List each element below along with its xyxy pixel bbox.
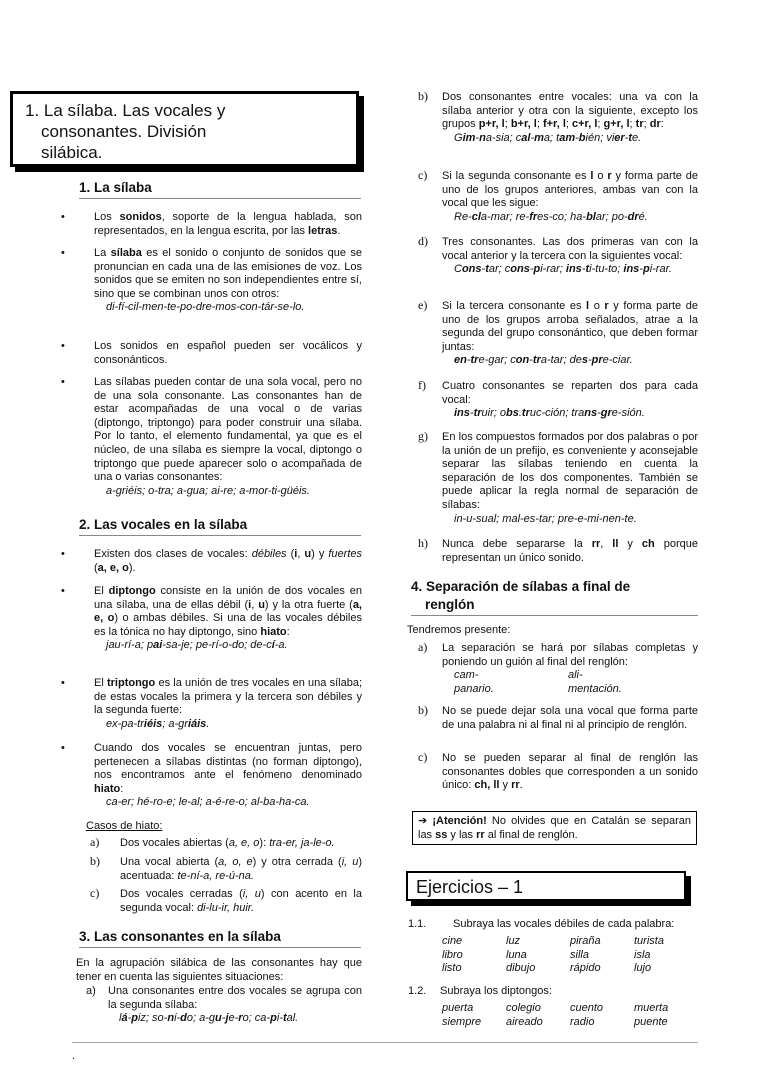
footer-mark: .	[72, 1050, 76, 1062]
word: silla	[570, 948, 589, 961]
heading-line: renglón	[425, 597, 475, 612]
list-item: c) Si la segunda consonante es l o r y forma parte de uno de los grupos anteriores, ambas van con la vocal que les sigue: Re-cla-mar; re-fres-co; ha-blar; po-dré.	[418, 168, 698, 223]
exercises-title-box: Ejercicios – 1	[406, 871, 686, 901]
example-line: a-griéis; o-tra; a-gua; ai-re; a-mor-ti-güéis.	[106, 484, 310, 497]
section-heading-separacion	[411, 578, 698, 616]
word: aireado	[506, 1015, 543, 1028]
list-item: a) Dos vocales abiertas (a, e, o): tra-er, ja-le-o.	[90, 835, 335, 849]
word: listo	[442, 962, 462, 975]
bullet-icon: •	[61, 742, 65, 754]
word: muerta	[634, 1002, 669, 1014]
word: turista	[634, 935, 664, 947]
list-item: a) La separación se hará por sílabas completas y poniendo un guión al final del renglón: cam- ali- panario. mentación.	[418, 640, 698, 696]
exercise-instruction: Subraya las vocales débiles de cada palabra:	[453, 918, 675, 930]
list-item: b) No se puede dejar sola una vocal que forma parte de una palabra ni al final ni al principio de renglón.	[418, 703, 698, 731]
example-line: ca-er; hé-ro-e; le-al; a-é-re-o; al-ba-ha-ca.	[106, 796, 310, 809]
word-row	[442, 962, 698, 976]
list-item: • Los sonidos, soporte de la lengua hablada, son representados, en la lengua escrita, por las letras.	[61, 211, 362, 237]
word: luna	[506, 948, 527, 961]
title-line: 1. La sílaba. Las vocales y	[25, 101, 226, 120]
list-item: • Existen dos clases de vocales: débiles (i, u) y fuertes (a, e, o).	[61, 548, 362, 574]
list-item: c) No se pueden separar al final de renglón las consonantes dobles que corresponden a un sonido único: ch, ll y rr.	[418, 750, 698, 792]
section-heading-consonantes: 3. Las consonantes en la sílaba	[79, 929, 361, 948]
list-item: • El triptongo es la unión de tres vocales en una sílaba; de estas vocales la primera y la tercera son débiles y la segunda fuerte: ex-pa-triéis; a-griáis.	[61, 677, 362, 730]
bullet-icon: •	[61, 211, 65, 223]
bullet-icon: •	[61, 585, 65, 597]
list-item: • Las sílabas pueden contar de una sola vocal, pero no de una sola consonante. Las consonantes han de estar acompañadas de una vocal o de varias (diptongo, triptongo) para poder construir una sílaba. Por lo tanto, el elemento fundamental, ya que es el núcleo, de una sílaba es siempre la vocal, diptongo o triptongo que puede aparecer solo o acompañada de una o varias consonantes: a-griéis; o-tra; a-gua; ai-re; a-mor-ti-güéis.	[61, 376, 362, 497]
list-item: e) Si la tercera consonante es l o r y forma parte de uno de los grupos arroba señalados, atrae a la segunda del grupo consonántico, que deben formar juntas: en-tre-gar; con-tra-tar; des-pre-ciar.	[418, 298, 699, 367]
word: cuento	[570, 1002, 604, 1014]
bullet-icon: •	[61, 548, 65, 560]
word-row	[442, 1016, 698, 1030]
list-item: a) Una consonantes entre dos vocales se agrupa con la segunda sílaba: lá-piz; so-ni-do; a-gu-je-ro; ca-pi-tal.	[86, 985, 362, 1025]
word: lujo	[634, 962, 652, 975]
list-item: f) Cuatro consonantes se reparten dos para cada vocal: ins-truir; obs.truc-ción; trans-gre-sión.	[418, 378, 698, 420]
casos-hiato-label: Casos de hiato:	[86, 820, 163, 832]
word: luz	[506, 935, 521, 947]
word: puerta	[442, 1002, 474, 1014]
exercise-instruction: Subraya los diptongos:	[440, 985, 552, 997]
word: libro	[442, 948, 463, 961]
word: rápido	[570, 962, 601, 975]
word-grid	[442, 935, 698, 976]
bullet-icon: •	[61, 677, 65, 689]
heading-line: 4. Separación de sílabas a final de	[411, 579, 631, 594]
word: puente	[634, 1015, 668, 1028]
word: piraña	[570, 935, 601, 947]
bullet-icon: •	[61, 376, 65, 388]
exercise-number: 1.1.	[408, 918, 427, 930]
bullet-icon: •	[61, 247, 65, 259]
word-row	[442, 949, 698, 963]
list-item: • Los sonidos en español pueden ser vocálicos y consonánticos.	[61, 340, 362, 366]
exercise-number: 1.2.	[408, 985, 427, 997]
section-intro: En la agrupación silábica de las consonantes hay que tener en cuenta las siguientes situaciones:	[76, 957, 362, 983]
attention-note: ➔ ¡Atención! No olvides que en Catalán se separan las ss y las rr al final de renglón.	[412, 811, 697, 845]
footer-divider	[72, 1042, 698, 1043]
list-item: h) Nunca debe separarse la rr, ll y ch porque representan un único sonido.	[418, 536, 698, 564]
word: siempre	[442, 1015, 482, 1028]
example-line: di-fí-cil-men-te-po-dre-mos-con-tár-se-lo.	[106, 301, 305, 314]
title-line: consonantes. División	[41, 122, 207, 141]
word: isla	[634, 948, 651, 961]
section-intro: Tendremos presente:	[407, 624, 511, 636]
word: cine	[442, 935, 463, 947]
bullet-icon: •	[61, 340, 65, 352]
chapter-title-box	[10, 91, 359, 167]
word: radio	[570, 1015, 595, 1028]
word-row	[442, 935, 698, 949]
section-heading-vocales: 2. Las vocales en la sílaba	[79, 517, 361, 536]
title-line: silábica.	[41, 143, 103, 162]
list-item: b) Dos consonantes entre vocales: una va con la sílaba anterior y otra con la siguiente, excepto los grupos p+r, l; b+r, l; f+r, l; c+r, l; g+r, l; tr; dr: Gim-na-sia; cal-ma; tam-bién; vier-te.	[418, 89, 698, 144]
list-item: • Cuando dos vocales se encuentran juntas, pero pertenecen a sílabas distintas (no forman diptongo), nos encontramos ante el fenómeno denominado hiato: ca-er; hé-ro-e; le-al; a-é-re-o; al-ba-ha-ca.	[61, 742, 362, 809]
example-line: jau-rí-a; pai-sa-je; pe-rí-o-do; de-cí-a.	[106, 639, 288, 652]
list-item: • La sílaba es el sonido o conjunto de sonidos que se pronuncian en cada una de las emisiones de voz. Los sonidos que se emiten no son independientes entre sí, sino que se combinan unos con otros: di-fí-cil-men-te-po-dre-mos-con-tár-se-lo.	[61, 247, 362, 314]
section-heading-silaba: 1. La sílaba	[79, 180, 361, 199]
word: colegio	[506, 1002, 541, 1014]
example-line: ex-pa-triéis; a-griáis.	[106, 717, 210, 730]
word-grid	[442, 1002, 698, 1029]
list-item: d) Tres consonantes. Las dos primeras van con la vocal anterior y la tercera con la siguientes vocal: Cons-tar; cons-pi-rar; ins-ti-tu-to; ins-pi-rar.	[418, 234, 698, 276]
list-item: g) En los compuestos formados por dos palabras o por la unión de un prefijo, es conveniente y aconsejable separar las sílabas teniendo en cuenta la separación de los dos componentes. También se puede aplicar la regla normal de separación de sílabas: in-u-sual; mal-es-tar; pre-e-mi-nen-te.	[418, 429, 698, 525]
list-item: • El diptongo consiste en la unión de dos vocales en una sílaba, una de ellas débil (i, u) y la otra fuerte (a, e, o) o ambas débiles. Si una de las vocales débiles es la tónica no hay diptongo, sino hiato: jau-rí-a; pai-sa-je; pe-rí-o-do; de-cí-a.	[61, 585, 362, 652]
word-row	[442, 1002, 698, 1016]
list-item: c) Dos vocales cerradas (i, u) con acento en la segunda vocal: di-lu-ir, huir.	[90, 886, 362, 914]
word: dibujo	[506, 962, 536, 975]
list-item: b) Una vocal abierta (a, o, e) y otra cerrada (i, u) acentuada: te-ní-a, re-ú-na.	[90, 854, 362, 882]
